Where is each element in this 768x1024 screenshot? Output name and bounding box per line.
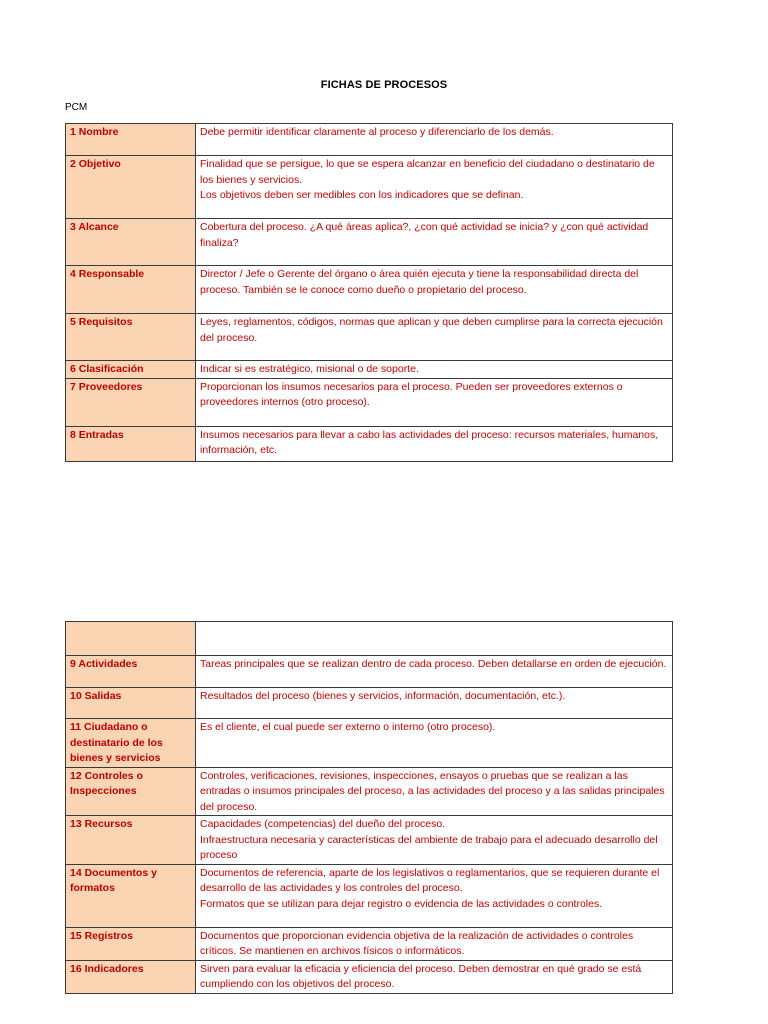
field-label: 1 Nombre [66, 124, 196, 156]
field-description: Finalidad que se persigue, lo que se espera alcanzar en beneficio del ciudadano o destinatario de los bienes y servicios. Los objetivos deben ser medibles con los indicadores que se definan. [196, 156, 673, 219]
field-description: Resultados del proceso (bienes y servicios, información, documentación, etc.). [196, 688, 673, 719]
table-row [66, 314, 673, 361]
table-row [66, 426, 673, 461]
field-description: Capacidades (competencias) del dueño del proceso. Infraestructura necesaria y características del ambiente de trabajo para el adecuado desarrollo del proceso [196, 816, 673, 865]
field-label: 5 Requisitos [66, 314, 196, 361]
field-description: Tareas principales que se realizan dentro de cada proceso. Deben detallarse en orden de ejecución. [196, 656, 673, 688]
field-description: Documentos de referencia, aparte de los legislativos o reglamentarios, que se requieren durante el desarrollo de las actividades y los controles del proceso. Formatos que se utilizan para dejar registro o evidencia de las actividades o controles. [196, 864, 673, 927]
field-label: 10 Salidas [66, 688, 196, 719]
table-row [66, 864, 673, 927]
field-label: 12 Controles o Inspecciones [66, 767, 196, 816]
field-label: 14 Documentos y formatos [66, 864, 196, 927]
field-label [66, 622, 196, 656]
field-label: 6 Clasificación [66, 361, 196, 379]
table-row [66, 656, 673, 688]
field-label: 4 Responsable [66, 266, 196, 314]
table-row [66, 378, 673, 426]
field-description: Insumos necesarios para llevar a cabo las actividades del proceso: recursos materiales, humanos, información, etc. [196, 426, 673, 461]
field-description: Es el cliente, el cual puede ser externo o interno (otro proceso). [196, 719, 673, 768]
field-label: 3 Alcance [66, 219, 196, 266]
table-row [66, 124, 673, 156]
field-description: Debe permitir identificar claramente al proceso y diferenciarlo de los demás. [196, 124, 673, 156]
field-description: Controles, verificaciones, revisiones, inspecciones, ensayos o pruebas que se realizan a las entradas o insumos principales del proceso, a las actividades del proceso y a las salidas principales del proceso. [196, 767, 673, 816]
field-description: Director / Jefe o Gerente del órgano o área quién ejecuta y tiene la responsabilidad directa del proceso. También se le conoce como dueño o propietario del proceso. [196, 266, 673, 314]
field-description: Leyes, reglamentos, códigos, normas que aplican y que deben cumplirse para la correcta ejecución del proceso. [196, 314, 673, 361]
organization-label: PCM [65, 102, 88, 113]
document-title: FICHAS DE PROCESOS [320, 79, 448, 91]
field-description: Cobertura del proceso. ¿A qué áreas aplica?, ¿con qué actividad se inicia? y ¿con qué actividad finaliza? [196, 219, 673, 266]
table-row [66, 219, 673, 266]
table-row [66, 816, 673, 865]
field-label: 16 Indicadores [66, 960, 196, 993]
field-description: Indicar si es estratégico, misional o de soporte. [196, 361, 673, 379]
process-fields-table-2 [65, 621, 673, 994]
field-description: Proporcionan los insumos necesarios para el proceso. Pueden ser proveedores externos o proveedores internos (otro proceso). [196, 378, 673, 426]
field-description [196, 622, 673, 656]
process-fields-table-1 [65, 123, 673, 462]
table-row [66, 688, 673, 719]
field-label: 13 Recursos [66, 816, 196, 865]
table-row [66, 156, 673, 219]
field-label: 2 Objetivo [66, 156, 196, 219]
field-label: 9 Actividades [66, 656, 196, 688]
table-row [66, 266, 673, 314]
table-row [66, 361, 673, 379]
table-row [66, 767, 673, 816]
table-row [66, 960, 673, 993]
field-label: 8 Entradas [66, 426, 196, 461]
field-description: Documentos que proporcionan evidencia objetiva de la realización de actividades o controles críticos. Se mantienen en archivos físicos o informáticos. [196, 927, 673, 960]
table-row [66, 622, 673, 656]
field-label: 7 Proveedores [66, 378, 196, 426]
table-row [66, 927, 673, 960]
field-label: 15 Registros [66, 927, 196, 960]
field-label: 11 Ciudadano o destinatario de los bienes y servicios [66, 719, 196, 768]
field-description: Sirven para evaluar la eficacia y eficiencia del proceso. Deben demostrar en qué grado se está cumpliendo con los objetivos del proceso. [196, 960, 673, 993]
table-row [66, 719, 673, 768]
